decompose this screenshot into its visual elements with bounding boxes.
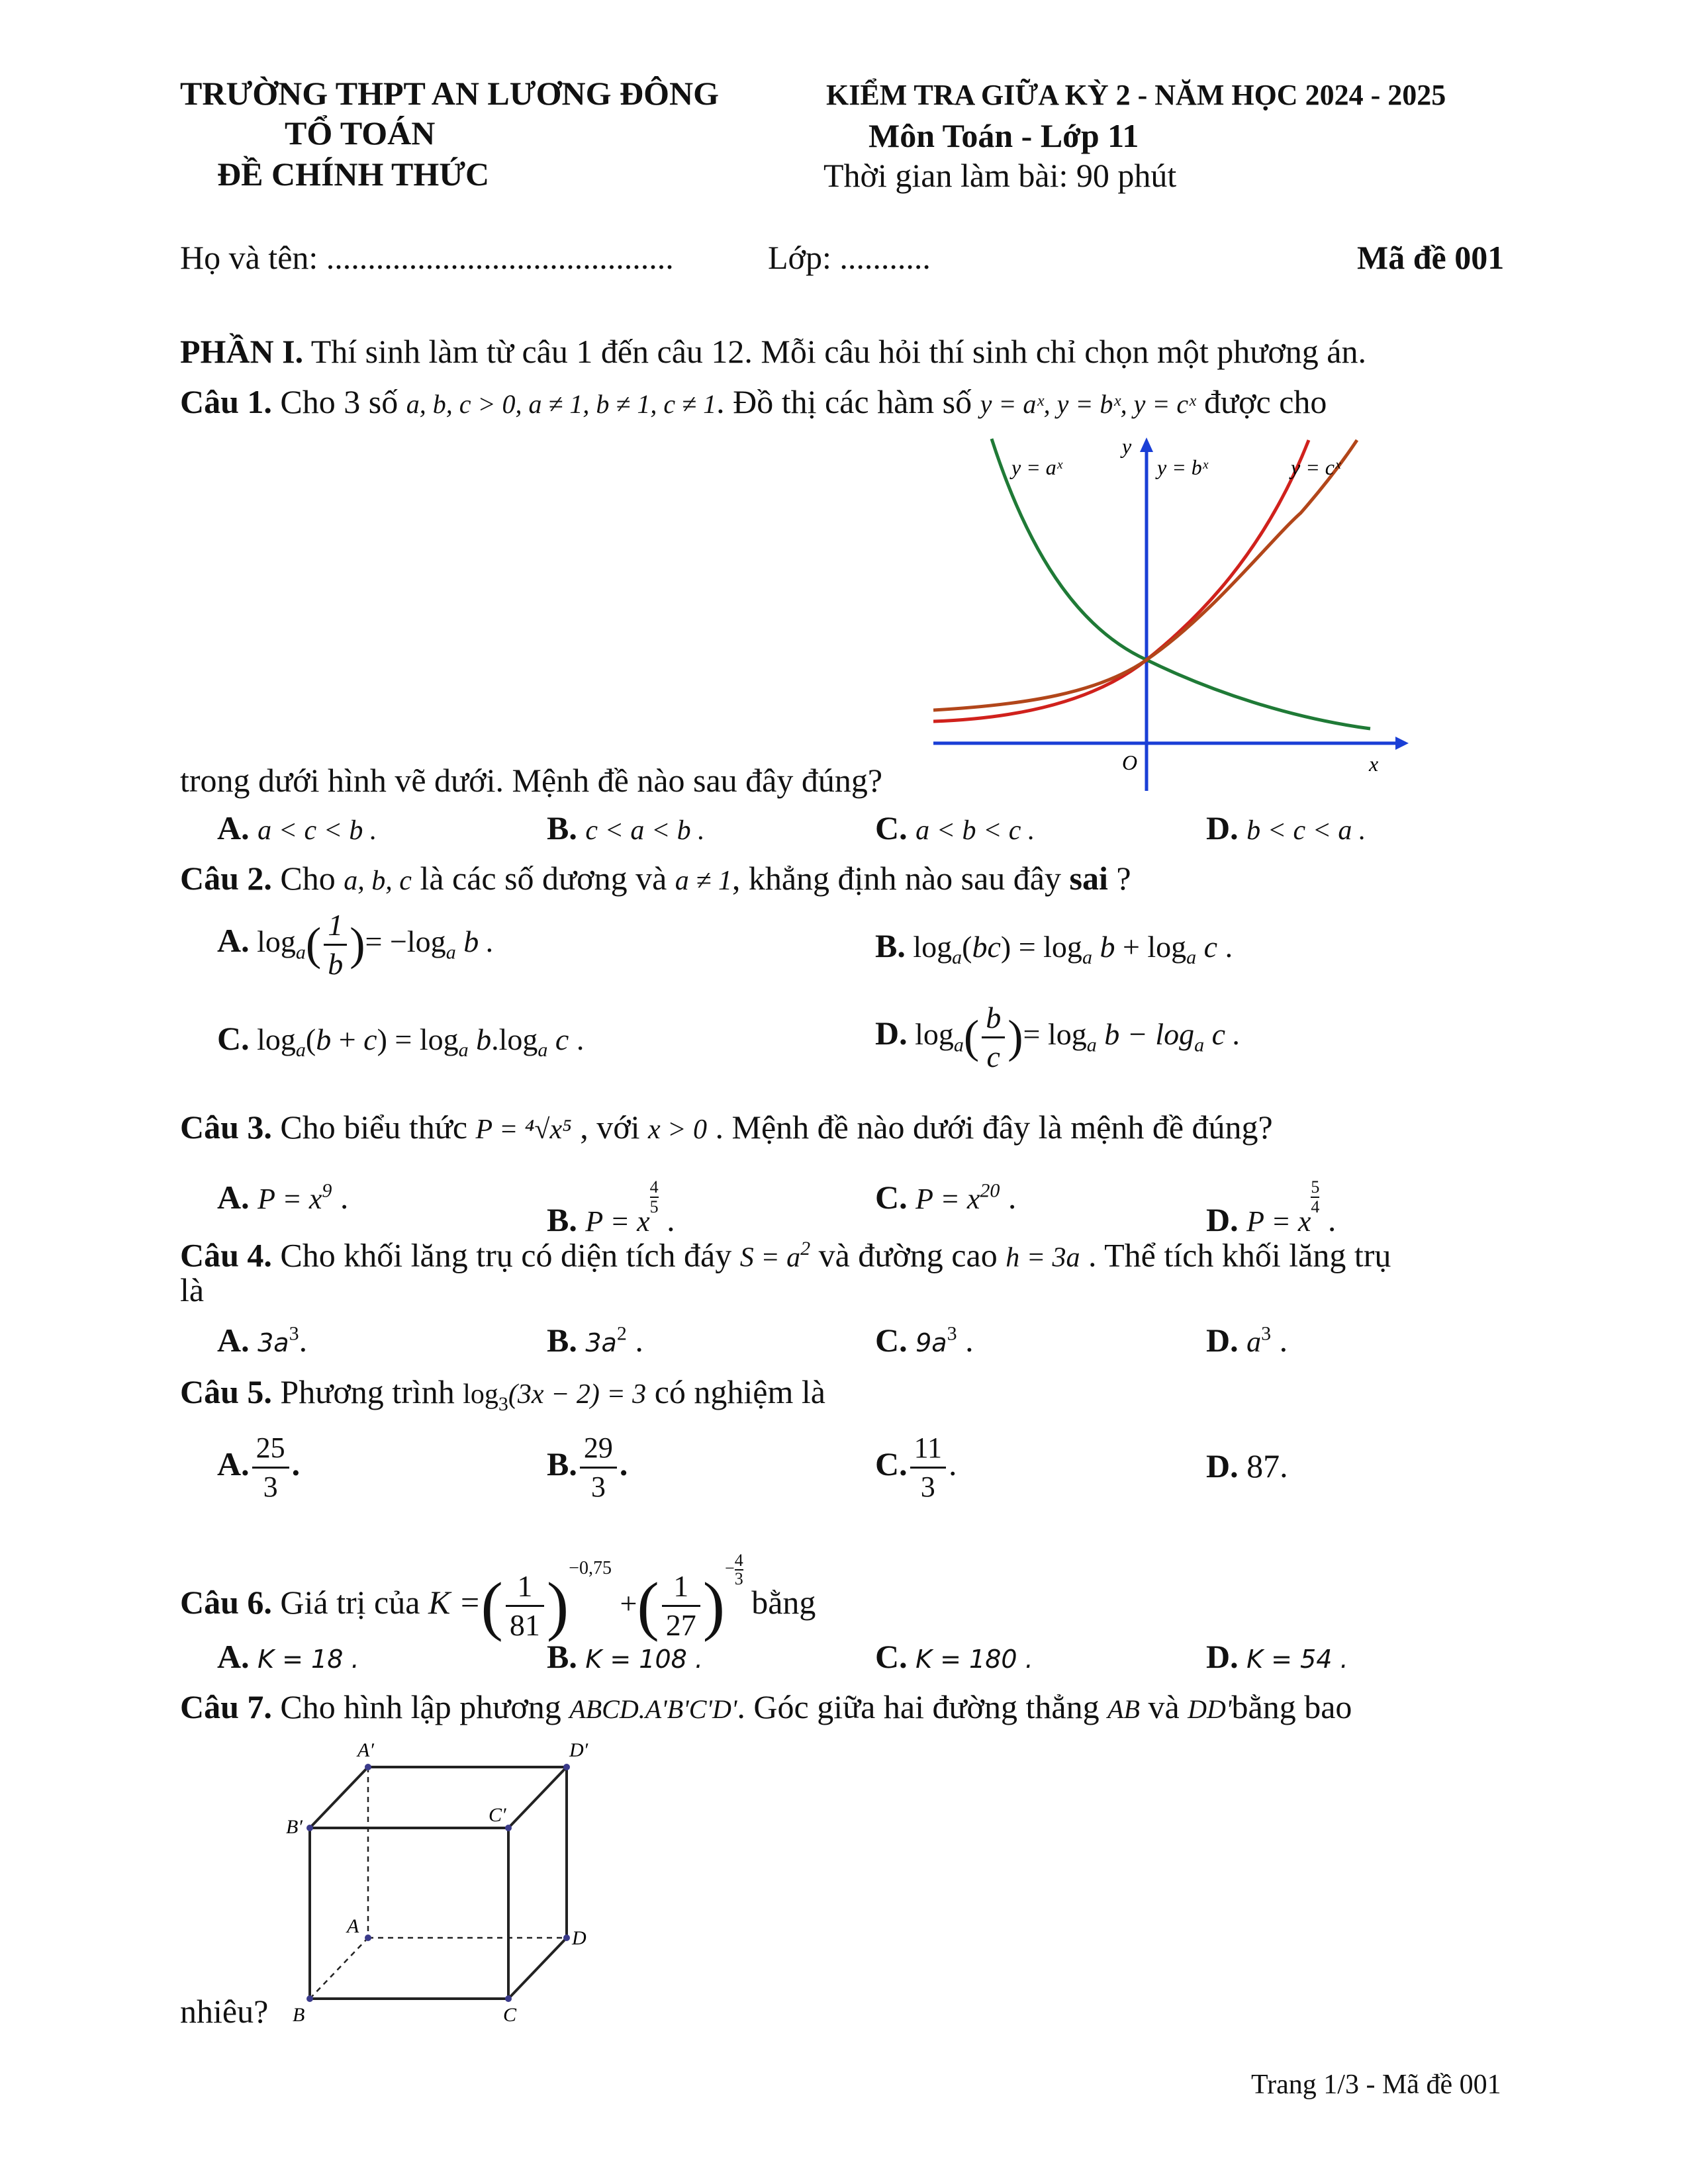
x-axis-arrow-icon <box>1395 737 1409 750</box>
q2-text-c: , khẳng định nào sau đây <box>731 860 1061 897</box>
q2-option-b[interactable]: B. $\log_a(bc) = \log_a b + \log_a c$ . <box>875 927 1233 969</box>
q2-emphasis: sai <box>1069 860 1108 897</box>
q4-text-a: Cho khối lăng trụ có diện tích đáy <box>280 1236 732 1274</box>
part1-heading: PHẦN I. <box>180 333 304 370</box>
q2-text-d: ? <box>1116 860 1131 897</box>
q4-option-b[interactable]: B. $3a^2$ . <box>547 1322 643 1359</box>
label-a: y = aˣ <box>1011 455 1062 479</box>
q2-option-d[interactable]: D. $\log_a$( $\frac{b}{c}$ )= $\log_a b - \log_a c$ . <box>875 1001 1241 1073</box>
x-axis-label: x <box>1369 752 1379 776</box>
q7-text-d: bằng bao <box>1231 1688 1352 1725</box>
school-name: TRƯỜNG THPT AN LƯƠNG ĐÔNG <box>180 75 719 112</box>
q4-text-c: . Thể tích khối lăng trụ <box>1088 1236 1391 1274</box>
q4-math-b: h = 3a <box>1006 1242 1080 1273</box>
duration-line: Thời gian làm bài: 90 phút <box>823 157 1177 194</box>
cube-label-d: D <box>572 1927 586 1949</box>
q5-option-c[interactable]: C. $\frac{11}{3}$ . <box>875 1430 957 1506</box>
q2-text-a: Cho <box>280 860 336 897</box>
cube-label-c1: C′ <box>489 1804 506 1826</box>
q2-label: Câu 2. <box>180 860 272 897</box>
part1-text: Thí sinh làm từ câu 1 đến câu 12. Mỗi câu hỏi thí sinh chỉ chọn một phương án. <box>310 333 1366 370</box>
q2-math-a: a, b, c <box>344 866 412 896</box>
q2-math-b: a ≠ 1 <box>675 866 732 896</box>
q1-option-b[interactable]: B. c < a < b . <box>547 809 705 846</box>
y-axis-label: y <box>1122 434 1132 458</box>
q2-text-b: là các số dương và <box>420 860 667 897</box>
q3-label: Câu 3. <box>180 1109 272 1146</box>
q6-paren-open-1: ( <box>481 1569 503 1643</box>
q4-stem-cont: là <box>180 1271 205 1308</box>
q6-exp-1: −0,75 <box>569 1558 612 1578</box>
q7-stem <box>180 1686 1352 1730</box>
q4-option-c[interactable]: C. $9a^3$ . <box>875 1322 974 1359</box>
q4-math-a-exp: 2 <box>800 1238 811 1259</box>
q5-text-b: có nghiệm là <box>654 1373 825 1410</box>
q1-text-c: được cho <box>1203 383 1327 420</box>
q1-math-a: a, b, c > 0, a ≠ 1, b ≠ 1, c ≠ 1 <box>406 389 717 419</box>
q3-option-b[interactable]: B. P = x $\frac{4}{5}$ . <box>547 1177 675 1238</box>
cube-figure <box>278 1734 609 2038</box>
q7-math-c: DD' <box>1188 1694 1232 1724</box>
exam-title: KIỂM TRA GIỮA KỲ 2 - NĂM HỌC 2024 - 2025 <box>826 79 1446 111</box>
q2-option-c[interactable]: C. $\log_a(b + c) = \log_a b.\log_a$ c . <box>217 1020 585 1062</box>
q7-text-a: Cho hình lập phương <box>280 1688 561 1725</box>
q7-stem-cont: nhiêu? <box>180 1993 269 2030</box>
q4-label: Câu 4. <box>180 1236 272 1274</box>
q3-stem <box>180 1107 1273 1150</box>
page-footer: Trang 1/3 - Mã đề 001 <box>1251 2070 1501 2100</box>
q4-text-b: và đường cao <box>818 1236 998 1274</box>
q1-text-a: Cho 3 số <box>280 383 399 420</box>
q3-text-b: , với <box>580 1109 640 1146</box>
curve-b <box>933 440 1309 721</box>
q1-option-a[interactable]: A. a < c < b . <box>217 809 377 846</box>
q7-text-b: . Góc giữa hai đường thẳng <box>737 1688 1100 1725</box>
exam-code: Mã đề 001 <box>1357 239 1505 276</box>
q1-option-c[interactable]: C. a < b < c . <box>875 809 1035 846</box>
q5-label: Câu 5. <box>180 1373 272 1410</box>
q5-math-base: 3 <box>498 1393 508 1415</box>
q6-option-b[interactable]: B. K = 108 . <box>547 1638 703 1675</box>
q7-math-b: AB <box>1107 1694 1140 1724</box>
cube-label-d1: D′ <box>569 1739 588 1761</box>
q4-option-a[interactable]: A. $3a^3$. <box>217 1322 308 1359</box>
q6-option-c[interactable]: C. K = 180 . <box>875 1638 1033 1675</box>
subject-line: Môn Toán - Lớp 11 <box>868 117 1139 154</box>
q2-option-a[interactable]: A. $\log_a$( $\frac{1}{b}$ )= $-\log_a$ b . <box>217 908 494 981</box>
q6-fraction-2: $\frac{1}{27}$ <box>662 1568 700 1644</box>
q1-option-d[interactable]: D. b < c < a . <box>1206 809 1366 846</box>
q4-math-a: S = a <box>739 1242 801 1273</box>
q6-text-b: bằng <box>751 1584 816 1621</box>
q3-text-c: . Mệnh đề nào dưới đây là mệnh đề đúng? <box>715 1109 1273 1146</box>
q3-text-a: Cho biểu thức <box>280 1109 468 1146</box>
q6-plus: + <box>620 1586 637 1620</box>
q2-stem <box>180 858 1131 901</box>
q5-text-a: Phương trình <box>280 1373 455 1410</box>
q5-math-rest: (3x − 2) = 3 <box>508 1379 647 1410</box>
q1-question: trong dưới hình vẽ dưới. Mệnh đề nào sau đây đúng? <box>180 762 883 799</box>
q5-stem <box>180 1371 825 1425</box>
q1-math-b: y = aˣ, y = bˣ, y = cˣ <box>980 389 1196 419</box>
q1-label: Câu 1. <box>180 383 272 420</box>
cube-label-b1: B′ <box>286 1816 303 1838</box>
label-c: y = cˣ <box>1291 455 1341 479</box>
q1-text-b: . Đồ thị các hàm số <box>716 383 972 420</box>
q4-option-d[interactable]: D. $a^3$ . <box>1206 1322 1288 1359</box>
q3-math-b: x > 0 <box>648 1115 708 1145</box>
part1-instruction <box>180 331 1366 372</box>
name-field: Họ và tên: .......................................... <box>180 239 674 276</box>
q6-text-a: Giá trị của <box>280 1584 420 1621</box>
cube-label-c: C <box>503 2004 517 2026</box>
q5-math-log: log <box>463 1379 498 1410</box>
q6-paren-open-2: ( <box>637 1569 659 1643</box>
curve-a <box>992 439 1370 729</box>
origin-label: O <box>1122 751 1138 774</box>
q5-option-b[interactable]: B. $\frac{29}{3}$ . <box>547 1430 628 1506</box>
q5-option-a[interactable]: A. $\frac{25}{3}$ . <box>217 1430 300 1506</box>
official-status: ĐỀ CHÍNH THỨC <box>217 156 490 193</box>
exponential-graph <box>933 433 1410 791</box>
q5-option-d[interactable]: D. 87. <box>1206 1447 1288 1484</box>
q6-paren-close-1: ) <box>546 1569 569 1643</box>
class-field: Lớp: ........... <box>768 239 931 276</box>
q6-paren-close-2: ) <box>702 1569 726 1643</box>
q6-math-k: K = <box>428 1584 481 1621</box>
department-name: TỔ TOÁN <box>285 114 436 152</box>
y-axis-arrow-icon <box>1140 437 1153 452</box>
q6-stem <box>180 1529 816 1646</box>
q3-option-d[interactable]: D. P = x $\frac{5}{4}$ . <box>1206 1177 1336 1238</box>
label-b: y = bˣ <box>1157 455 1208 479</box>
q6-exp-2: − $\frac{4}{3}$ <box>725 1551 743 1589</box>
q3-option-c[interactable]: C. $P = x^{20}$ . <box>875 1179 1017 1216</box>
cube-label-a: A <box>347 1915 359 1937</box>
q3-math-a: P = ⁴√x⁵ <box>475 1115 572 1145</box>
q6-fraction-1: $\frac{1}{81}$ <box>506 1568 544 1644</box>
cube-label-b: B <box>293 2004 305 2026</box>
q6-label: Câu 6. <box>180 1584 272 1621</box>
q7-label: Câu 7. <box>180 1688 272 1725</box>
q4-stem <box>180 1228 1391 1279</box>
q7-math-a: ABCD.A'B'C'D' <box>569 1694 737 1724</box>
q1-stem <box>180 381 1327 425</box>
q7-text-c: và <box>1148 1688 1180 1725</box>
cube-label-a1: A′ <box>357 1739 374 1761</box>
q6-option-a[interactable]: A. K = 18 . <box>217 1638 359 1675</box>
q3-option-a[interactable]: A. $P = x^9$ . <box>217 1179 349 1216</box>
q6-option-d[interactable]: D. K = 54 . <box>1206 1638 1348 1675</box>
